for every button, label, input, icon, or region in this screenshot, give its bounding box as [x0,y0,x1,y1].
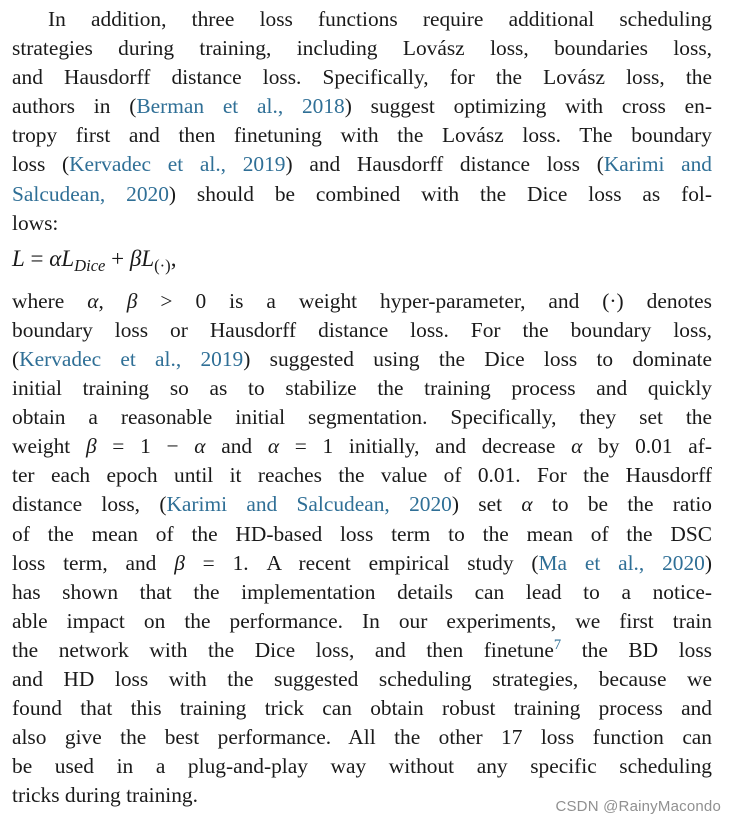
text-line: loss (Kervadec et al., 2019) and Hausdorff distance loss (Karimi and [12,152,712,177]
text-line: distance loss, (Karimi and Salcudean, 2020) set α to be the ratio [12,492,712,517]
text-line: and Hausdorff distance loss. Specifically, for the Lovász loss, the [12,65,712,90]
text-line: tricks during training. [12,783,198,808]
text-line: Salcudean, 2020) should be combined with the Dice loss as fol- [12,181,712,206]
text-line: authors in (Berman et al., 2018) suggest optimizing with cross en- [12,94,712,119]
text-line: the network with the Dice loss, and then finetune$^7$ the BD loss [12,636,712,662]
text-line: obtain a reasonable initial segmentation. Specifically, they set the [12,405,712,430]
citation-link[interactable]: Salcudean, 2020 [12,181,169,206]
text-line: has shown that the implementation details can lead to a notice- [12,579,712,604]
text-line: and HD loss with the suggested scheduling strategies, because we [12,666,712,691]
citation-link[interactable]: Kervadec et al., 2019 [69,152,286,177]
text-line: be used in a plug-and-play way without any specific scheduling [12,754,712,779]
text-line: lows: [12,210,59,235]
text-line: initial training so as to stabilize the training process and quickly [12,376,712,401]
citation-link[interactable]: Karimi and Salcudean, 2020 [166,492,452,517]
citation-link[interactable]: Karimi and [603,152,712,177]
equation: $L = \alpha L_{Dice} + \beta L_{(\cdot)}$, [12,245,177,275]
footnote-marker[interactable]: 7 [553,636,562,653]
csdn-watermark: CSDN @RainyMacondo [555,798,721,815]
text-line: tropy first and then finetuning with the Lovász loss. The boundary [12,123,712,148]
text-line: found that this training trick can obtain robust training process and [12,696,712,721]
text-line: boundary loss or Hausdorff distance loss. For the boundary loss, [12,317,712,342]
text-line: able impact on the performance. In our experiments, we first train [12,608,712,633]
text-line: (Kervadec et al., 2019) suggested using the Dice loss to dominate [12,346,712,371]
citation-link[interactable]: Berman et al., 2018 [136,94,345,119]
citation-link[interactable]: Ma et al., 2020 [538,550,705,575]
paragraph-scheduling [12,5,712,238]
text-line: strategies during training, including Lovász loss, boundaries loss, [12,36,712,61]
text-line: also give the best performance. All the other 17 loss function can [12,725,712,750]
text-line: ter each epoch until it reaches the value of 0.01. For the Hausdorff [12,463,712,488]
text-line: loss term, and β = 1. A recent empirical study (Ma et al., 2020) [12,550,712,575]
paper-page [12,5,712,810]
text-line: where α, β > 0 is a weight hyper-parameter, and (·) denotes [12,288,712,313]
text-line: In addition, three loss functions require additional scheduling [48,7,712,31]
text-line: weight β = 1 − α and α = 1 initially, and decrease α by 0.01 af- [12,434,712,459]
citation-link[interactable]: Kervadec et al., 2019 [19,346,244,371]
paragraph-weights [12,287,712,811]
text-line: of the mean of the HD-based loss term to the mean of the DSC [12,521,712,546]
